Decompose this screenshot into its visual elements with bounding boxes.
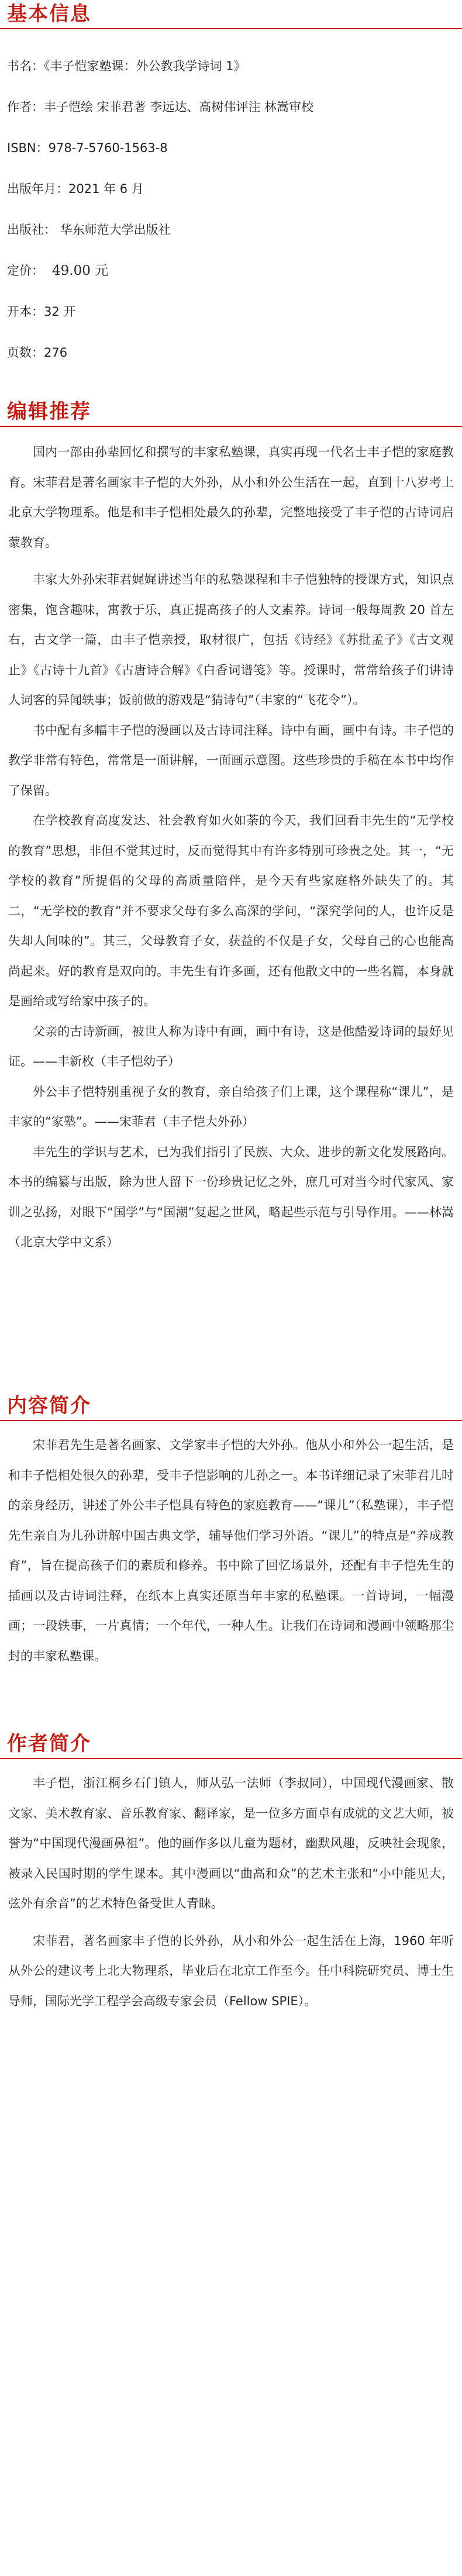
page-count: 页数：276 [7,346,68,360]
author-paragraph: 丰子恺，浙江桐乡石门镇人，师从弘一法师（李叔同），中国现代漫画家、散文家、美术教育家、音乐教育家、翻译家，是一位多方面卓有成就的文艺大师，被誉为“中国现代漫画鼻祖”。他的画作多以儿童为题材，幽默风趣，反映社会现象，被录入民国时期的学生课本。其中漫画以“曲高和众”的艺术主张和“小中能见大，弦外有余音”的艺术特色备受世人青睐。 [8,1776,454,1911]
price-value: 49.00 元 [52,263,109,278]
content-intro-divider [0,1420,462,1421]
content-intro-heading: 内容简介 [7,1394,91,1418]
book-title: 书名：《丰子恺家塾课：外公教我学诗词 1》 [7,59,246,73]
editor-recommend-heading: 编辑推荐 [7,400,91,423]
editor-paragraph: 外公丰子恺特别重视子女的教育，亲自给孩子们上课，这个课程称“课儿”，是丰家的“家塾”。——宋菲君（丰子恺大外孙） [8,1084,454,1129]
author-intro-divider [0,1758,462,1759]
basic-info-list [0,29,462,373]
editor-paragraph: 父亲的古诗新画，被世人称为诗中有画，画中有诗，这是他酷爱诗词的最好见证。——丰新枚（丰子恺幼子） [8,1024,454,1068]
content-intro-section [0,1368,462,1671]
author-intro-section [0,1671,462,2016]
editor-recommend-divider [0,426,462,427]
editor-paragraph: 在学校教育高度发达、社会教育如火如荼的今天，我们回看丰先生的“无学校的教育”思想，非但不觉其过时，反而觉得其中有许多特别可珍贵之处。其一，“无学校的教育”所提倡的父母的高质量陪伴，是今天有些家庭格外缺失了的。其二，“无学校的教育”并不要求父母有多么高深的学问，“深究学问的人，也许反是失却人间味的”。其三，父母教育子女，获益的不仅是子女，父母自己的心也能高尚起来。好的教育是双向的。丰先生有许多画，还有他散文中的一些名篇，本身就是画给或写给家中孩子的。 [8,813,454,1008]
author-intro-heading: 作者简介 [7,1732,91,1756]
editor-paragraph: 丰先生的学识与艺术，已为我们指引了民族、大众、进步的新文化发展路向。本书的编纂与出版，除为世人留下一份珍贵记忆之外，庶几可对当今时代家风、家训之弘扬，对眼下“国学”与“国潮”复起之世风，略起些示范与引导作用。——林嵩（北京大学中文系） [8,1144,454,1249]
basic-info-heading: 基本信息 [7,2,91,26]
author-paragraph: 宋菲君，著名画家丰子恺的长外孙，从小和外公一起生活在上海，1960 年听从外公的建议考上北大物理系，毕业后在北京工作至今。任中科院研究员、博士生导师，国际光学工程学会高级专家会员（Fellow SPIE）。 [8,1933,454,2008]
editor-paragraph: 书中配有多幅丰子恺的漫画以及古诗词注释。诗中有画，画中有诗。丰子恺的教学非常有特色，常常是一面讲解，一面画示意图。这些珍贵的手稿在本书中均作了保留。 [8,723,454,798]
publisher: 出版社： 华东师范大学出版社 [7,223,171,237]
price-label: 定价： [7,264,44,278]
authors: 作者：丰子恺绘 宋菲君著 李远达、高树伟评注 林嵩审校 [7,100,314,114]
isbn: ISBN：978-7-5760-1563-8 [7,141,168,155]
format: 开本：32 开 [7,305,76,319]
basic-info-section [0,0,462,360]
price [7,250,462,291]
editor-paragraph: 丰家大外孙宋菲君娓娓讲述当年的私塾课程和丰子恺独特的授课方式，知识点密集，饱含趣味，寓教于乐，真正提高孩子的人文素养。诗词一般每周教 20 首左右，古文学一篇，由丰子恺亲授，取材很广，包括《诗经》《苏批孟子》《古文观止》《古诗十九首》《古唐诗合解》《白香词谱笺》等。授课时，常常给孩子们讲诗人词客的异闻轶事；饭前做的游戏是“猜诗句”（丰家的“飞花令”）。 [8,573,454,707]
content-intro-paragraph: 宋菲君先生是著名画家、文学家丰子恺的大外孙。他从小和外公一起生活，是和丰子恺相处很久的孙辈，受丰子恺影响的儿孙之一。本书详细记录了宋菲君儿时的亲身经历，讲述了外公丰子恺具有特色的家庭教育——“课儿”（私塾课），丰子恺先生亲自为儿孙讲解中国古典文学，辅导他们学习外语。“课儿”的特点是“养成教育”，旨在提高孩子们的素质和修养。书中除了回忆场景外，还配有丰子恺先生的插画以及古诗词注释，在纸本上真实还原当年丰家的私塾课。一首诗词，一幅漫画；一段轶事，一片真情；一个年代，一种人生。让我们在诗词和漫画中领略那尘封的丰家私塾课。 [8,1438,454,1663]
publish-date: 出版年月：2021 年 6 月 [7,182,144,196]
editor-paragraph: 国内一部由孙辈回忆和撰写的丰家私塾课，真实再现一代名士丰子恺的家庭教育。宋菲君是著名画家丰子恺的大外孙，从小和外公生活在一起，直到十八岁考上北京大学物理系。他是和丰子恺相处最久的孙辈，完整地接受了丰子恺的古诗词启蒙教育。 [8,445,454,550]
editor-recommend-section [0,330,462,1368]
